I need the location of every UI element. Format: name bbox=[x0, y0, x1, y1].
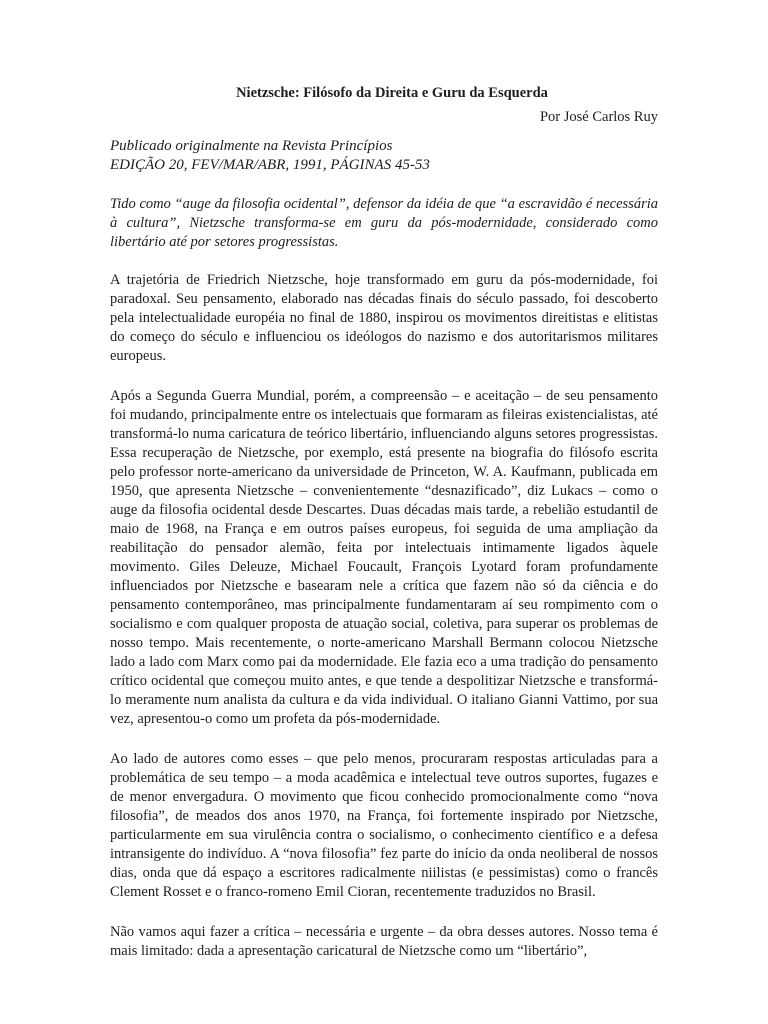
publication-info bbox=[110, 137, 658, 175]
publication-edition: EDIÇÃO 20, FEV/MAR/ABR, 1991, PÁGINAS 45-53 bbox=[110, 157, 430, 173]
document-title: Nietzsche: Filósofo da Direita e Guru da Esquerda bbox=[236, 85, 548, 101]
publication-source: Publicado originalmente na Revista Princípios bbox=[110, 138, 393, 154]
body-paragraph-2: Após a Segunda Guerra Mundial, porém, a compreensão – e aceitação – de seu pensamento foi mudando, principalmente entre os intelectuais que formaram as fileiras existencialistas, até transformá-lo numa caricatura de teórico libertário, influenciando alguns setores progressistas. Essa recuperação de Nietzsche, por exemplo, está presente na biografia do filósofo escrita pelo professor norte-americano da universidade de Princeton, W. A. Kaufmann, publicada em 1950, que apresenta Nietzsche – convenientemente “desnazificado”, diz Lukacs – como o auge da filosofia ocidental desde Descartes. Duas décadas mais tarde, a rebelião estudantil de maio de 1968, na França e em outros países europeus, foi seguida de uma ampliação da reabilitação do pensador alemão, feita por intelectuais intimamente ligados àquele movimento. Giles Deleuze, Michael Foucault, François Lyotard foram profundamente influenciados por Nietzsche e basearam nele a crítica que fazem não só da ciência e do pensamento contemporâneo, mas principalmente fundamentaram aí seu rompimento com o socialismo e com qualquer proposta de atuação social, coletiva, para superar os problemas de nosso tempo. Mais recentemente, o norte-americano Marshall Bermann colocou Nietzsche lado a lado com Marx como pai da modernidade. Ele fazia eco a uma tradição do pensamento crítico ocidental que começou muito antes, e que tende a despolitizar Nietzsche e transformá-lo meramente num analista da cultura e da vida individual. O italiano Gianni Vattimo, por sua vez, apresentou-o como um profeta da pós-modernidade. bbox=[110, 388, 658, 727]
author-byline: Por José Carlos Ruy bbox=[539, 109, 658, 125]
body-paragraph-3: Ao lado de autores como esses – que pelo menos, procuraram respostas articuladas para a problemática de seu tempo – a moda acadêmica e intelectual teve outros suportes, fugazes e de menor envergadura. O movimento que ficou conhecido promocionalmente como “nova filosofia”, de meados dos anos 1970, na França, foi fortemente inspirado por Nietzsche, particularmente em sua virulência contra o socialismo, o conhecimento científico e a defesa intransigente do indivíduo. A “nova filosofia” fez parte do início da onda neoliberal de nossos dias, onda que dá espaço a escritores radicalmente niilistas (e pessimistas) como o francês Clement Rosset e o franco-romeno Emil Cioran, recentemente traduzidos no Brasil. bbox=[110, 751, 658, 900]
body-paragraph-1: A trajetória de Friedrich Nietzsche, hoje transformado em guru da pós-modernidade, foi paradoxal. Seu pensamento, elaborado nas décadas finais do século passado, foi descoberto pela intelectualidade européia no final de 1880, inspirou os movimentos direitistas e elitistas do começo do século e influenciou os ideólogos do nazismo e dos autoritarismos militares europeus. bbox=[110, 272, 658, 364]
lead-paragraph: Tido como “auge da filosofia ocidental”, defensor da idéia de que “a escravidão é necessária à cultura”, Nietzsche transforma-se em guru da pós-modernidade, considerado como libertário até por setores progressistas. bbox=[110, 196, 658, 250]
body-paragraph-4: Não vamos aqui fazer a crítica – necessária e urgente – da obra desses autores. Nosso tema é mais limitado: dada a apresentação caricatural de Nietzsche como um “libertário”, bbox=[110, 924, 658, 959]
